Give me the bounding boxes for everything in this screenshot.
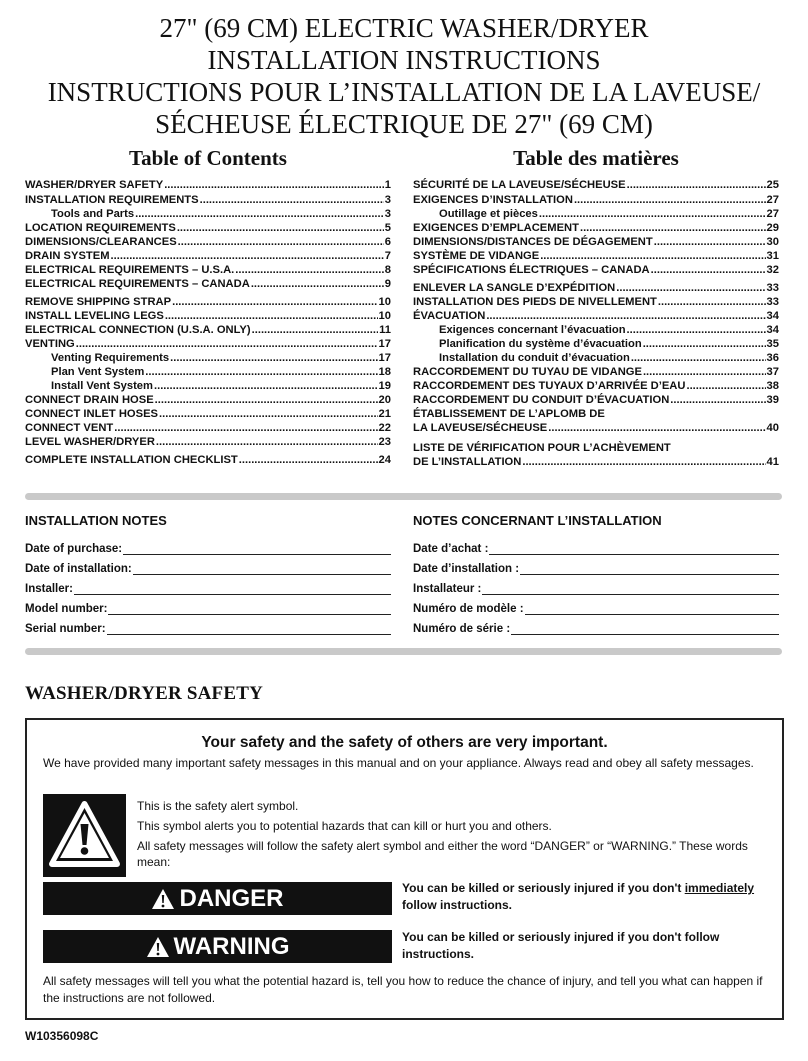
toc-leader-dots (627, 324, 766, 337)
toc-entry-page: 17 (378, 352, 391, 364)
toc-entry-page: 7 (384, 250, 391, 262)
toc-entry-page: 21 (378, 408, 391, 420)
title-line: INSTALLATION INSTRUCTIONS (207, 45, 601, 75)
safety-footer: All safety messages will tell you what the potential hazard is, tell you how to reduce the chance of injury, and tell you what can happen if the instructions are not followed. (43, 974, 763, 1005)
toc-entry[interactable] (413, 296, 779, 309)
toc-entry[interactable] (25, 394, 391, 407)
toc-entry-page: 33 (766, 282, 779, 294)
safety-box (25, 718, 784, 1020)
toc-leader-dots (239, 454, 378, 467)
toc-heading: Table of Contents (129, 146, 287, 170)
toc-entry-label: REMOVE SHIPPING STRAP (25, 296, 172, 308)
safety-box-title: Your safety and the safety of others are very important. (201, 734, 608, 751)
toc-leader-dots (252, 324, 379, 337)
toc-entry-page: 8 (384, 264, 391, 276)
note-field-label: Installateur : (413, 583, 482, 595)
toc-leader-dots (114, 422, 377, 435)
divider-bar (25, 648, 782, 655)
toc-entry-label: INSTALL LEVELING LEGS (25, 310, 164, 322)
toc-entry-label: RACCORDEMENT DU TUYAU DE VIDANGE (413, 366, 642, 378)
document-title (0, 12, 808, 140)
note-field-line[interactable] (107, 622, 391, 635)
toc-leader-dots (76, 338, 378, 351)
toc-leader-dots (651, 264, 766, 277)
toc-entry[interactable] (25, 454, 391, 467)
toc-entry[interactable] (25, 194, 391, 207)
toc-leader-dots (177, 222, 384, 235)
toc-entry-label: ELECTRICAL REQUIREMENTS – U.S.A. (25, 264, 235, 276)
toc-heading: Table des matières (513, 146, 679, 170)
toc-leader-dots (654, 236, 766, 249)
toc-entry-label: Venting Requirements (51, 352, 170, 364)
toc-entry[interactable] (413, 456, 779, 469)
toc-entry-label: LEVEL WASHER/DRYER (25, 436, 155, 448)
toc-entry-label: EXIGENCES D’EMPLACEMENT (413, 222, 579, 234)
toc-leader-dots (251, 278, 384, 291)
toc-entry-label: DE L’INSTALLATION (413, 456, 522, 468)
toc-entry[interactable] (413, 366, 779, 379)
toc-entry-page: 10 (378, 296, 391, 308)
toc-entry-label: DIMENSIONS/CLEARANCES (25, 236, 177, 248)
toc-leader-dots (172, 296, 377, 309)
toc-entry-page: 5 (384, 222, 391, 234)
note-field-line[interactable] (489, 542, 779, 555)
note-field-line[interactable] (123, 542, 391, 555)
toc-entry-label: WASHER/DRYER SAFETY (25, 179, 164, 191)
toc-entry-page: 3 (384, 194, 391, 206)
toc-leader-dots (574, 194, 766, 207)
note-field-line[interactable] (74, 582, 391, 595)
toc-entry[interactable] (25, 296, 391, 309)
toc-leader-dots (522, 456, 765, 469)
toc-entry[interactable] (25, 366, 391, 379)
alert-line: All safety messages will follow the safety alert symbol and either the word “DANGER” or “WARNING.” These words mean: (137, 839, 748, 869)
toc-entry-label: SÉCURITÉ DE LA LAVEUSE/SÉCHEUSE (413, 179, 626, 191)
toc-entry-label: DRAIN SYSTEM (25, 250, 110, 262)
installation-notes-english (25, 513, 391, 635)
toc-entry-label: LA LAVEUSE/SÉCHEUSE (413, 422, 548, 434)
danger-description (402, 880, 772, 914)
toc-entry[interactable] (413, 208, 779, 221)
toc-entry[interactable] (413, 394, 779, 407)
safety-alert-icon (43, 794, 126, 877)
danger-label: DANGER (179, 884, 284, 912)
toc-entry-page: 23 (378, 436, 391, 448)
installation-notes-french (413, 513, 779, 635)
title-line: SÉCHEUSE ÉLECTRIQUE DE 27" (69 CM) (155, 109, 653, 139)
toc-entry[interactable] (25, 222, 391, 235)
toc-entry-label: CONNECT VENT (25, 422, 114, 434)
toc-entry[interactable] (413, 282, 779, 295)
toc-entry[interactable] (413, 422, 779, 435)
divider-bar (25, 493, 782, 500)
toc-entry-label: RACCORDEMENT DU CONDUIT D’ÉVACUATION (413, 394, 670, 406)
toc-entry-label: ELECTRICAL CONNECTION (U.S.A. ONLY) (25, 324, 251, 336)
toc-leader-dots (686, 380, 765, 393)
alert-line: This symbol alerts you to potential hazards that can kill or hurt you and others. (137, 819, 552, 833)
note-field-label: Date d’achat : (413, 543, 489, 555)
note-field-label: Date d’installation : (413, 563, 520, 575)
toc-leader-dots (627, 179, 766, 192)
toc-leader-dots (165, 310, 378, 323)
toc-leader-dots (170, 352, 377, 365)
toc-entry[interactable] (413, 250, 779, 263)
toc-entry-page: 36 (766, 352, 779, 364)
note-field-line[interactable] (108, 602, 391, 615)
toc-entry[interactable] (413, 222, 779, 235)
danger-text-end: follow instructions. (402, 898, 512, 912)
danger-signal-word (43, 882, 392, 915)
toc-entry-label: INSTALLATION REQUIREMENTS (25, 194, 199, 206)
note-field-line[interactable] (520, 562, 779, 575)
toc-entry[interactable] (25, 179, 391, 192)
toc-entry-page: 10 (378, 310, 391, 322)
toc-leader-dots (670, 394, 765, 407)
toc-entry-label: CONNECT INLET HOSES (25, 408, 159, 420)
toc-entry-page: 29 (766, 222, 779, 234)
toc-entry-label: COMPLETE INSTALLATION CHECKLIST (25, 454, 238, 466)
toc-leader-dots (135, 208, 384, 221)
note-field[interactable] (413, 575, 779, 595)
toc-entry-label: Plan Vent System (51, 366, 145, 378)
note-field-label: Installer: (25, 583, 73, 595)
note-field[interactable] (413, 595, 779, 615)
toc-entry[interactable] (25, 380, 391, 393)
note-field-label: Numéro de série : (413, 623, 511, 635)
toc-entry-label: SPÉCIFICATIONS ÉLECTRIQUES – CANADA (413, 264, 650, 276)
toc-entry[interactable] (25, 324, 391, 337)
alert-triangle-icon (151, 888, 175, 910)
toc-leader-dots (539, 208, 766, 221)
toc-entry[interactable] (413, 352, 779, 365)
toc-entry[interactable] (25, 278, 391, 291)
note-field[interactable] (413, 535, 779, 555)
toc-entry-prefix (413, 442, 779, 455)
toc-entry[interactable] (25, 310, 391, 323)
notes-heading: NOTES CONCERNANT L’INSTALLATION (413, 513, 662, 528)
toc-entry-page: 9 (384, 278, 391, 290)
toc-entry-page: 18 (378, 366, 391, 378)
warning-signal-word (43, 930, 392, 963)
toc-entry[interactable] (25, 436, 391, 449)
toc-entry-label: SYSTÈME DE VIDANGE (413, 250, 540, 262)
toc-leader-dots (154, 380, 378, 393)
toc-french (413, 146, 779, 468)
safety-section-heading: WASHER/DRYER SAFETY (25, 683, 264, 704)
toc-leader-dots (156, 436, 378, 449)
toc-entry-label: ÉVACUATION (413, 310, 486, 322)
toc-entry[interactable] (25, 236, 391, 249)
note-field[interactable] (413, 615, 779, 635)
notes-fields (413, 535, 779, 635)
toc-entry-label: Tools and Parts (51, 208, 135, 220)
note-field-line[interactable] (511, 622, 779, 635)
toc-entry-label: RACCORDEMENT DES TUYAUX D’ARRIVÉE D’EAU (413, 380, 686, 392)
toc-entry[interactable] (25, 208, 391, 221)
toc-entry-page: 22 (378, 422, 391, 434)
toc-leader-dots (159, 408, 378, 421)
toc-entry-label: DIMENSIONS/DISTANCES DE DÉGAGEMENT (413, 236, 653, 248)
toc-entry-page: 34 (766, 324, 779, 336)
toc-leader-dots (540, 250, 765, 263)
toc-leader-dots (235, 264, 383, 277)
toc-leader-dots (658, 296, 766, 309)
toc-entry-label: LISTE DE VÉRIFICATION POUR L’ACHÈVEMENT (413, 442, 671, 454)
toc-entry-page: 25 (766, 179, 779, 191)
toc-leader-dots (580, 222, 766, 235)
toc-leader-dots (616, 282, 765, 295)
note-field-label: Date of installation: (25, 563, 132, 575)
toc-entry-label: ENLEVER LA SANGLE D’EXPÉDITION (413, 282, 616, 294)
toc-leader-dots (155, 394, 378, 407)
toc-entry[interactable] (25, 422, 391, 435)
note-field-label: Serial number: (25, 623, 106, 635)
toc-leader-dots (111, 250, 384, 263)
toc-entry-page: 41 (766, 456, 779, 468)
note-field-line[interactable] (482, 582, 779, 595)
toc-entry-page: 6 (384, 236, 391, 248)
toc-entry-page: 3 (384, 208, 391, 220)
toc-entry[interactable] (25, 338, 391, 351)
toc-entry[interactable] (25, 264, 391, 277)
note-field-label: Date of purchase: (25, 543, 123, 555)
toc-entry-label: ELECTRICAL REQUIREMENTS – CANADA (25, 278, 250, 290)
note-field-line[interactable] (525, 602, 779, 615)
toc-entry-page: 31 (766, 250, 779, 262)
alert-triangle-icon (146, 936, 170, 958)
toc-entry-page: 20 (378, 394, 391, 406)
toc-entry-label: Installation du conduit d’évacuation (439, 352, 630, 364)
toc-entry-page: 35 (766, 338, 779, 350)
toc-entry[interactable] (413, 324, 779, 337)
danger-text-emphasis: immediately (684, 881, 755, 895)
note-field[interactable] (25, 575, 391, 595)
notes-fields (25, 535, 391, 635)
toc-entry[interactable] (413, 194, 779, 207)
note-field-label: Model number: (25, 603, 108, 615)
toc-leader-dots (178, 236, 384, 249)
safety-intro: We have provided many important safety messages in this manual and on your appliance. Always read and obey all safety messages. (43, 756, 754, 770)
toc-entry[interactable] (413, 310, 779, 323)
toc-entry[interactable] (25, 408, 391, 421)
toc-entry-page: 1 (384, 179, 391, 191)
toc-entry-label: VENTING (25, 338, 75, 350)
toc-entry-page: 34 (766, 310, 779, 322)
toc-entry-label: INSTALLATION DES PIEDS DE NIVELLEMENT (413, 296, 657, 308)
toc-entry[interactable] (413, 236, 779, 249)
note-field-label: Numéro de modèle : (413, 603, 524, 615)
toc-leader-dots (631, 352, 766, 365)
note-field[interactable] (25, 535, 391, 555)
alert-line: This is the safety alert symbol. (137, 799, 299, 813)
toc-entry[interactable] (413, 380, 779, 393)
note-field[interactable] (25, 555, 391, 575)
toc-entry-page: 17 (378, 338, 391, 350)
toc-entry-page: 40 (766, 422, 779, 434)
toc-entry-page: 27 (766, 208, 779, 220)
toc-leader-dots (200, 194, 384, 207)
notes-heading: INSTALLATION NOTES (25, 513, 167, 528)
toc-entry-label: Exigences concernant l’évacuation (439, 324, 626, 336)
toc-entry-label: CONNECT DRAIN HOSE (25, 394, 154, 406)
toc-entry[interactable] (25, 352, 391, 365)
title-line: INSTRUCTIONS POUR L’INSTALLATION DE LA LAVEUSE/ (47, 77, 761, 107)
note-field[interactable] (25, 615, 391, 635)
toc-leader-dots (164, 179, 384, 192)
toc-leader-dots (145, 366, 377, 379)
toc-entry-page: 32 (766, 264, 779, 276)
toc-entry-label: Install Vent System (51, 380, 153, 392)
toc-entry-page: 27 (766, 194, 779, 206)
toc-leader-dots (643, 366, 766, 379)
note-field[interactable] (25, 595, 391, 615)
toc-entry[interactable] (413, 179, 779, 192)
toc-entry-page: 11 (379, 324, 391, 336)
toc-entry-label: Planification du système d’évacuation (439, 338, 642, 350)
warning-label: WARNING (173, 932, 290, 960)
title-line: 27" (69 CM) ELECTRIC WASHER/DRYER (159, 13, 649, 43)
toc-entry-page: 37 (766, 366, 779, 378)
danger-text: You can be killed or seriously injured if you don't (402, 881, 685, 895)
toc-entry-page: 30 (766, 236, 779, 248)
toc-entry-page: 19 (378, 380, 391, 392)
toc-entry[interactable] (25, 250, 391, 263)
toc-entry-page: 39 (766, 394, 779, 406)
toc-entry[interactable] (413, 338, 779, 351)
toc-entry-label: Outillage et pièces (439, 208, 538, 220)
alert-explanation (137, 798, 777, 874)
toc-entry-page: 38 (766, 380, 779, 392)
toc-leader-dots (643, 338, 766, 351)
toc-leader-dots (548, 422, 765, 435)
toc-entry-page: 33 (766, 296, 779, 308)
toc-english (25, 146, 391, 466)
toc-entry[interactable] (413, 264, 779, 277)
toc-entry-prefix (413, 408, 779, 421)
toc-entry-label: ÉTABLISSEMENT DE L’APLOMB DE (413, 408, 605, 420)
warning-description: You can be killed or seriously injured if you don't follow instructions. (402, 930, 720, 961)
toc-entry-label: LOCATION REQUIREMENTS (25, 222, 176, 234)
note-field[interactable] (413, 555, 779, 575)
toc-leader-dots (486, 310, 765, 323)
note-field-line[interactable] (133, 562, 391, 575)
document-number: W10356098C (25, 1029, 99, 1043)
toc-entry-label: EXIGENCES D’INSTALLATION (413, 194, 573, 206)
toc-entry-page: 24 (378, 454, 391, 466)
